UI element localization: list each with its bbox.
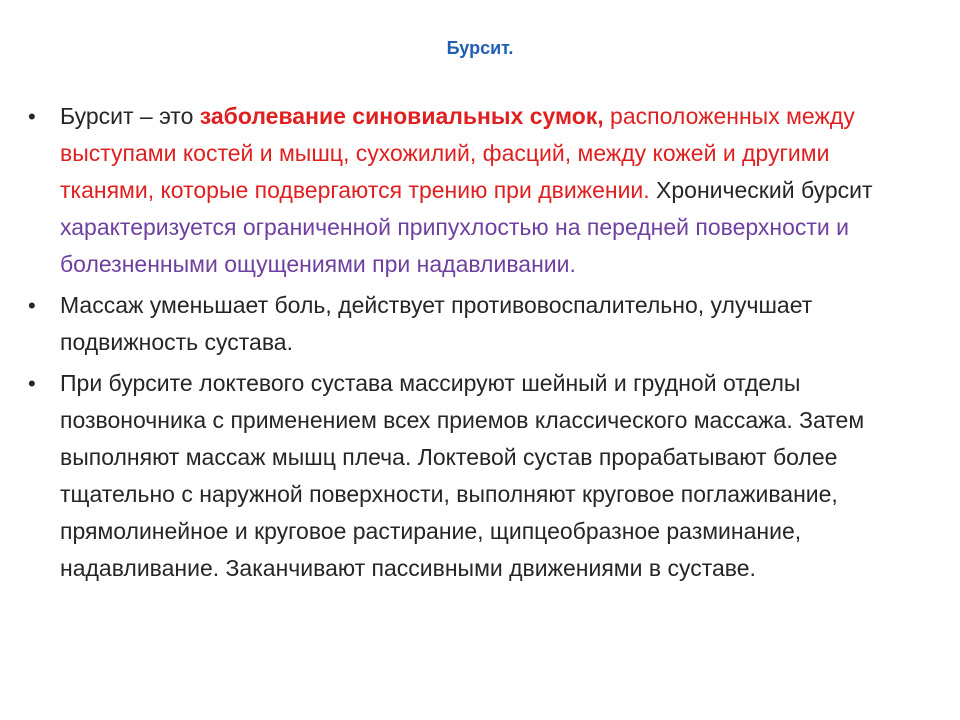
bullet-item-elbow-massage [28,365,918,587]
bullet-text: Массаж уменьшает боль, действует противовоспалительно, улучшает подвижность сустава. [60,292,813,355]
bullet-text-purple: характеризуется ограниченной припухлостью на передней поверхности и болезненными ощущениями при надавливании. [60,214,850,277]
bullet-item-definition [28,98,918,283]
slide-title: Бурсит. [446,38,514,58]
bullet-item-massage-effect [28,287,918,361]
bullet-text-plain: Бурсит – это [60,103,200,129]
bullet-text: При бурсите локтевого сустава массируют шейный и грудной отделы позвоночника с применением всех приемов классического массажа. Затем выполняют массаж мышц плеча. Локтевой сустав прорабатывают более тщательно с наружной поверхности, выполняют круговое поглаживание, прямолинейное и круговое растирание, щипцеобразное разминание, надавливание. Заканчивают пассивными движениями в суставе. [60,370,865,581]
bullet-icon: • [28,371,36,396]
bullet-text-emphasis: заболевание синовиальных сумок, [199,103,604,129]
bullet-text-plain: Хронический бурсит [649,177,873,203]
bullet-icon: • [28,293,36,318]
bullet-icon: • [28,104,36,129]
bullet-text-red: расположенных между выступами костей и мышц, сухожилий, фасций, между кожей и другими тканями, которые подвергаются трению при движении. [60,103,855,203]
bullet-list [28,98,918,591]
